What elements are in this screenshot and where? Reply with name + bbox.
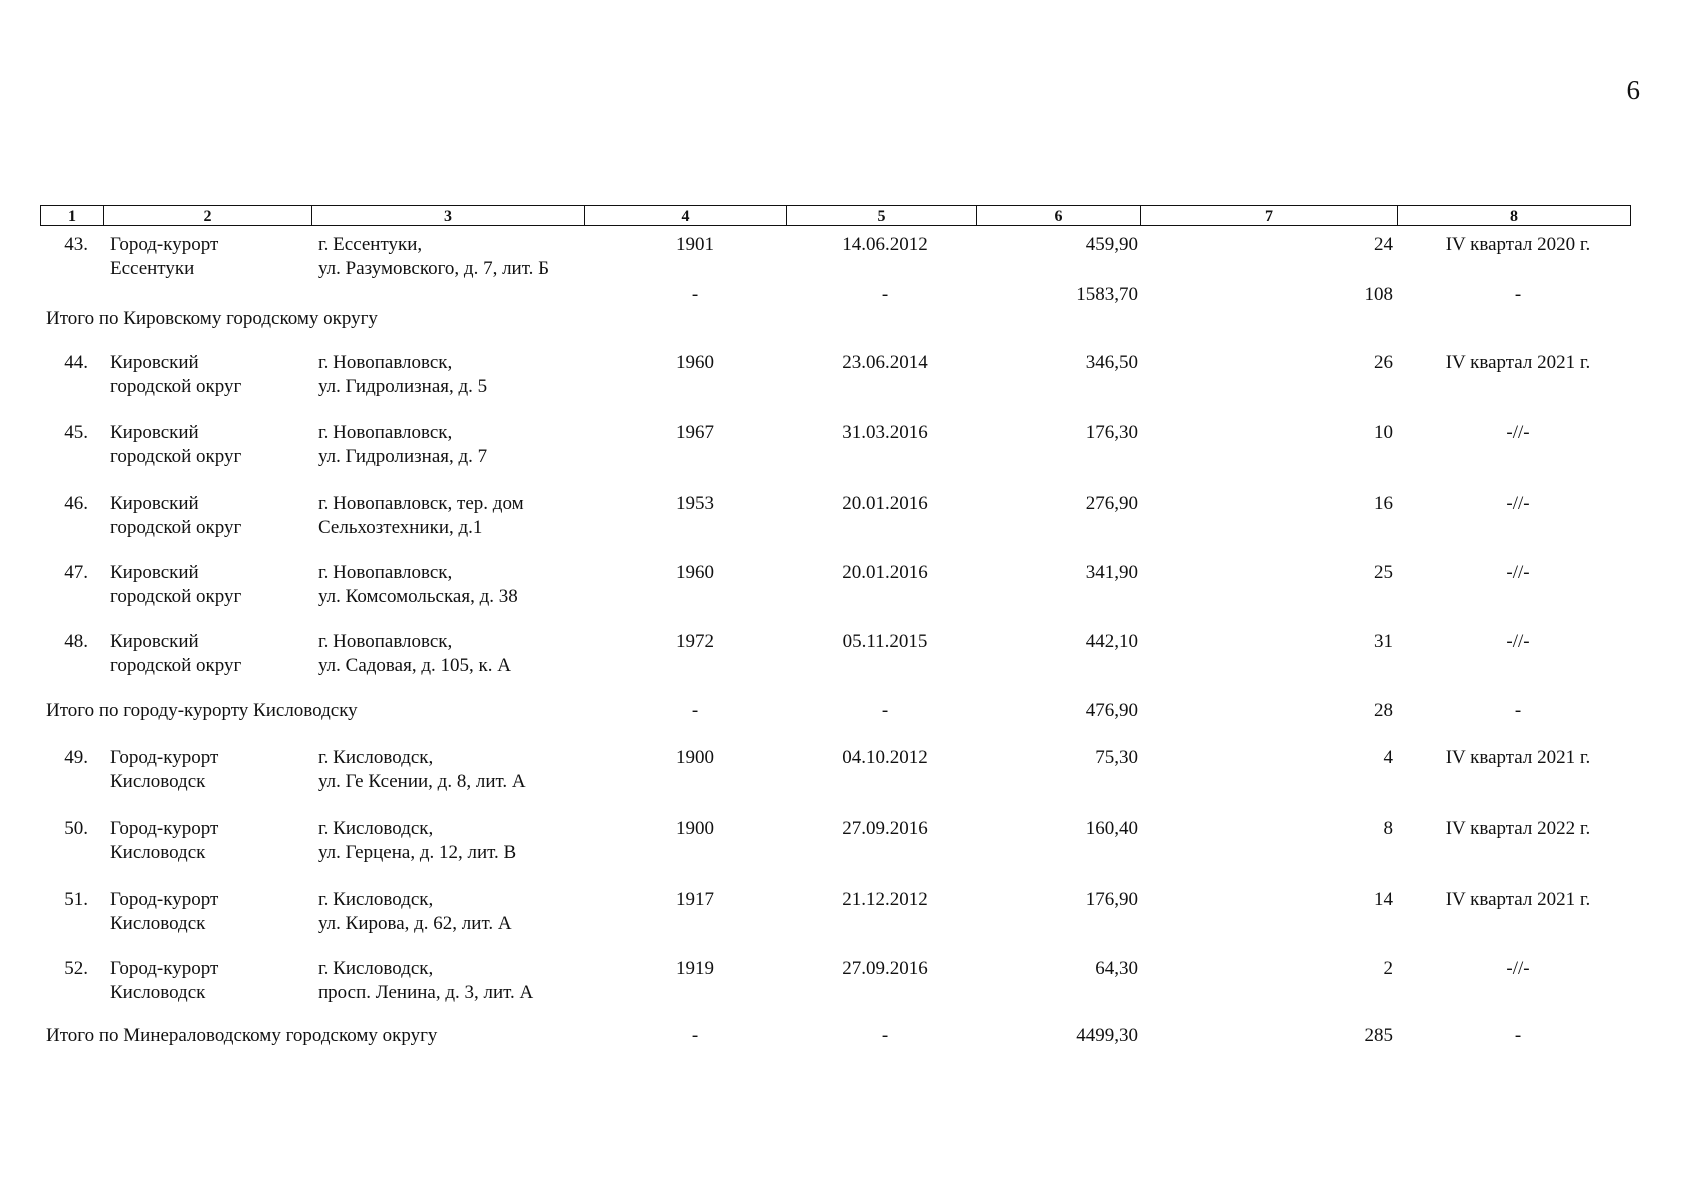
address-line-1: г. Кисловодск, <box>318 818 434 839</box>
address-line-2: ул. Кирова, д. 62, лит. А <box>318 913 512 934</box>
recognition-date: 05.11.2015 <box>842 631 928 652</box>
residents-count: 4 <box>1383 747 1393 768</box>
subtotal-period: - <box>1514 284 1522 305</box>
address-line-2: Сельхозтехники, д.1 <box>318 517 483 538</box>
area-value: 176,90 <box>1085 889 1138 910</box>
locality-line-1: Кировский <box>110 631 199 652</box>
residents-count: 8 <box>1383 818 1393 839</box>
locality-line-2: городской округ <box>110 446 242 467</box>
address-line-1: г. Новопавловск, <box>318 631 453 652</box>
residents-count: 31 <box>1374 631 1393 652</box>
subtotal-date: - <box>881 1025 889 1046</box>
locality-line-2: Кисловодск <box>110 913 206 934</box>
column-header-7: 7 <box>1140 205 1397 226</box>
relocation-period: IV квартал 2021 г. <box>1445 747 1591 768</box>
recognition-date: 20.01.2016 <box>842 562 928 583</box>
construction-year: 1960 <box>676 352 714 373</box>
relocation-period: -//- <box>1506 958 1530 979</box>
relocation-period: -//- <box>1506 493 1530 514</box>
address-line-1: г. Новопавловск, <box>318 422 453 443</box>
locality-line-1: Кировский <box>110 352 199 373</box>
recognition-date: 21.12.2012 <box>842 889 928 910</box>
recognition-date: 14.06.2012 <box>842 234 928 255</box>
recognition-date: 20.01.2016 <box>842 493 928 514</box>
locality-line-2: городской округ <box>110 655 242 676</box>
locality-line-1: Город-курорт <box>110 747 219 768</box>
column-header-6: 6 <box>976 205 1140 226</box>
subtotal-date: - <box>881 700 889 721</box>
column-header-3: 3 <box>311 205 584 226</box>
subtotal-residents: 108 <box>1364 284 1393 305</box>
area-value: 160,40 <box>1085 818 1138 839</box>
column-header-2: 2 <box>103 205 311 226</box>
locality-line-1: Кировский <box>110 422 199 443</box>
page-number: 6 <box>1626 75 1640 105</box>
relocation-period: IV квартал 2021 г. <box>1445 889 1591 910</box>
area-value: 276,90 <box>1085 493 1138 514</box>
construction-year: 1901 <box>676 234 714 255</box>
row-number: 45. <box>64 422 88 443</box>
row-number: 47. <box>64 562 88 583</box>
subtotal-label: Итого по городу-курорту Кисловодску <box>46 700 358 721</box>
recognition-date: 04.10.2012 <box>842 747 928 768</box>
construction-year: 1900 <box>676 818 714 839</box>
locality-line-1: Город-курорт <box>110 889 219 910</box>
relocation-period: -//- <box>1506 422 1530 443</box>
table-column-header <box>40 205 1634 228</box>
construction-year: 1960 <box>676 562 714 583</box>
area-value: 64,30 <box>1095 958 1138 979</box>
locality-line-2: Кисловодск <box>110 771 206 792</box>
recognition-date: 27.09.2016 <box>842 818 928 839</box>
residents-count: 26 <box>1374 352 1393 373</box>
subtotal-label: Итого по Минераловодскому городскому округу <box>46 1025 438 1046</box>
subtotal-period: - <box>1514 700 1522 721</box>
locality-line-2: городской округ <box>110 586 242 607</box>
construction-year: 1953 <box>676 493 714 514</box>
residents-count: 24 <box>1374 234 1393 255</box>
row-number: 48. <box>64 631 88 652</box>
residents-count: 14 <box>1374 889 1393 910</box>
subtotal-year: - <box>691 1025 699 1046</box>
row-number: 46. <box>64 493 88 514</box>
area-value: 176,30 <box>1085 422 1138 443</box>
subtotal-residents: 285 <box>1364 1025 1393 1046</box>
construction-year: 1967 <box>676 422 714 443</box>
relocation-period: -//- <box>1506 562 1530 583</box>
address-line-1: г. Новопавловск, <box>318 352 453 373</box>
subtotal-period: - <box>1514 1025 1522 1046</box>
area-value: 346,50 <box>1085 352 1138 373</box>
address-line-1: г. Кисловодск, <box>318 747 434 768</box>
address-line-2: ул. Комсомольская, д. 38 <box>318 586 518 607</box>
address-line-1: г. Кисловодск, <box>318 889 434 910</box>
row-number: 49. <box>64 747 88 768</box>
locality-line-1: Город-курорт <box>110 818 219 839</box>
area-value: 75,30 <box>1095 747 1138 768</box>
locality-line-2: городской округ <box>110 517 242 538</box>
relocation-period: IV квартал 2021 г. <box>1445 352 1591 373</box>
address-line-2: ул. Ге Ксении, д. 8, лит. А <box>318 771 526 792</box>
row-number: 50. <box>64 818 88 839</box>
subtotal-date: - <box>881 284 889 305</box>
subtotal-label: Итого по Кировскому городскому округу <box>46 308 378 329</box>
locality-line-2: городской округ <box>110 376 242 397</box>
column-header-1: 1 <box>40 205 103 226</box>
relocation-period: IV квартал 2020 г. <box>1445 234 1591 255</box>
locality-line-2: Кисловодск <box>110 842 206 863</box>
recognition-date: 31.03.2016 <box>842 422 928 443</box>
address-line-1: г. Новопавловск, тер. дом <box>318 493 524 514</box>
area-value: 459,90 <box>1085 234 1138 255</box>
locality-line-1: Кировский <box>110 562 199 583</box>
address-line-2: ул. Гидролизная, д. 7 <box>318 446 488 467</box>
address-line-2: ул. Разумовского, д. 7, лит. Б <box>318 258 550 279</box>
address-line-2: просп. Ленина, д. 3, лит. А <box>318 982 534 1003</box>
recognition-date: 23.06.2014 <box>842 352 928 373</box>
locality-line-1: Кировский <box>110 493 199 514</box>
subtotal-area: 1583,70 <box>1076 284 1138 305</box>
row-number: 44. <box>64 352 88 373</box>
subtotal-area: 476,90 <box>1085 700 1138 721</box>
area-value: 442,10 <box>1085 631 1138 652</box>
relocation-period: IV квартал 2022 г. <box>1445 818 1591 839</box>
locality-line-2: Ессентуки <box>110 258 195 279</box>
area-value: 341,90 <box>1085 562 1138 583</box>
column-header-4: 4 <box>584 205 786 226</box>
construction-year: 1917 <box>676 889 714 910</box>
column-header-8: 8 <box>1397 205 1631 226</box>
subtotal-year: - <box>691 700 699 721</box>
address-line-1: г. Новопавловск, <box>318 562 453 583</box>
recognition-date: 27.09.2016 <box>842 958 928 979</box>
residents-count: 2 <box>1383 958 1393 979</box>
construction-year: 1900 <box>676 747 714 768</box>
subtotal-area: 4499,30 <box>1076 1025 1138 1046</box>
address-line-1: г. Кисловодск, <box>318 958 434 979</box>
column-header-5: 5 <box>786 205 976 226</box>
subtotal-year: - <box>691 284 699 305</box>
address-line-2: ул. Садовая, д. 105, к. А <box>318 655 511 676</box>
row-number: 43. <box>64 234 88 255</box>
residents-count: 16 <box>1374 493 1393 514</box>
locality-line-1: Город-курорт <box>110 958 219 979</box>
address-line-1: г. Ессентуки, <box>318 234 423 255</box>
locality-line-1: Город-курорт <box>110 234 219 255</box>
residents-count: 25 <box>1374 562 1393 583</box>
construction-year: 1972 <box>676 631 714 652</box>
locality-line-2: Кисловодск <box>110 982 206 1003</box>
row-number: 51. <box>64 889 88 910</box>
construction-year: 1919 <box>676 958 714 979</box>
residents-count: 10 <box>1374 422 1393 443</box>
subtotal-residents: 28 <box>1374 700 1393 721</box>
address-line-2: ул. Герцена, д. 12, лит. В <box>318 842 517 863</box>
relocation-period: -//- <box>1506 631 1530 652</box>
address-line-2: ул. Гидролизная, д. 5 <box>318 376 488 397</box>
row-number: 52. <box>64 958 88 979</box>
